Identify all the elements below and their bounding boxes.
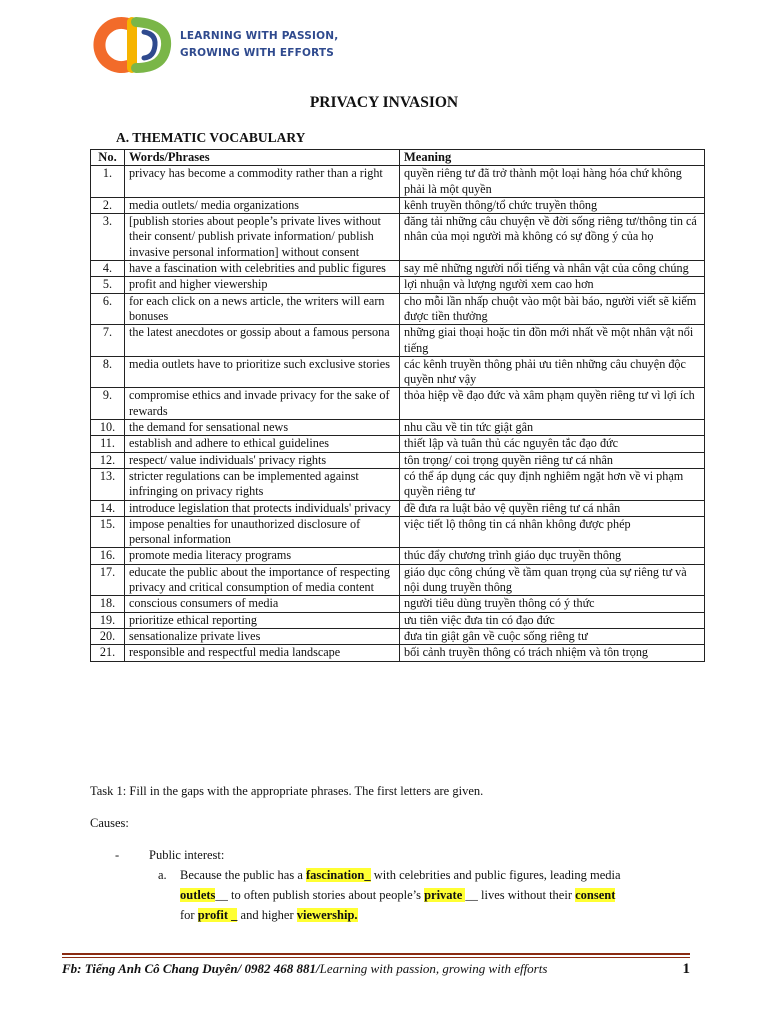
table-row [91, 277, 705, 293]
cell-meaning: những giai thoại hoặc tin đồn mới nhất về một nhân vật nổi tiếng [400, 325, 705, 357]
cell-words: [publish stories about people’s private lives without their consent/ publish private information/ publish invasive personal information] without consent [125, 214, 400, 261]
cell-words: educate the public about the importance of respecting privacy and critical consumption of media content [125, 564, 400, 596]
answer-outlets: outlets [180, 888, 216, 902]
cell-no: 9. [91, 388, 125, 420]
item-letter: a. [158, 868, 167, 882]
cell-no: 17. [91, 564, 125, 596]
cell-meaning: tôn trọng/ coi trọng quyền riêng tư cá nhân [400, 452, 705, 468]
table-row [91, 596, 705, 612]
answer-fascination: fascination_ [306, 868, 371, 882]
table-row [91, 325, 705, 357]
cell-meaning: thỏa hiệp về đạo đức và xâm phạm quyền riêng tư vì lợi ích [400, 388, 705, 420]
cell-no: 12. [91, 452, 125, 468]
footer-rule-thick [62, 953, 690, 955]
cell-words: the latest anecdotes or gossip about a famous persona [125, 325, 400, 357]
cell-words: establish and adhere to ethical guidelines [125, 436, 400, 452]
cell-words: promote media literacy programs [125, 548, 400, 564]
exercise-sentence [180, 865, 698, 925]
cell-meaning: thiết lập và tuân thủ các nguyên tắc đạo đức [400, 436, 705, 452]
causes-label: Causes: [90, 816, 129, 830]
sentence-text: __ lives without their [465, 888, 576, 902]
cell-meaning: thúc đẩy chương trình giáo dục truyền thông [400, 548, 705, 564]
table-row [91, 564, 705, 596]
page-title: PRIVACY INVASION [309, 94, 459, 111]
answer-viewership: viewership. [296, 908, 358, 922]
sentence-text: for [180, 908, 198, 922]
sentence-text: and higher [237, 908, 297, 922]
cell-words: profit and higher viewership [125, 277, 400, 293]
table-row [91, 214, 705, 261]
section-title: A. THEMATIC VOCABULARY [116, 130, 306, 145]
cell-meaning: đề đưa ra luật bảo vệ quyền riêng tư cá nhân [400, 500, 705, 516]
table-row [91, 356, 705, 388]
cell-words: privacy has become a commodity rather than a right [125, 166, 400, 198]
cell-no: 1. [91, 166, 125, 198]
cell-words: responsible and respectful media landscape [125, 645, 400, 661]
cell-words: prioritize ethical reporting [125, 612, 400, 628]
table-row [91, 468, 705, 500]
table-row [91, 452, 705, 468]
cell-meaning: giáo dục công chúng về tầm quan trọng của sự riêng tư và nội dung truyền thông [400, 564, 705, 596]
cell-no: 16. [91, 548, 125, 564]
cell-no: 6. [91, 293, 125, 325]
vocabulary-table [90, 149, 705, 662]
cell-meaning: đăng tải những câu chuyện về đời sống riêng tư/thông tin cá nhân của mọi người mà không có sự đồng ý của họ [400, 214, 705, 261]
cell-words: media outlets/ media organizations [125, 197, 400, 213]
sentence-text: with celebrities and public figures, leading media [370, 868, 621, 882]
cell-meaning: nhu cầu về tin tức giật gân [400, 420, 705, 436]
footer-rule-thin [62, 957, 690, 958]
table-row [91, 166, 705, 198]
cell-no: 18. [91, 596, 125, 612]
exercise-paragraph [158, 865, 698, 925]
answer-profit: profit _ [197, 908, 238, 922]
cell-meaning: kênh truyền thông/tổ chức truyền thông [400, 197, 705, 213]
cell-no: 3. [91, 214, 125, 261]
bullet-public-interest [115, 848, 224, 863]
cell-words: compromise ethics and invade privacy for the sake of rewards [125, 388, 400, 420]
table-row [91, 516, 705, 548]
table-row [91, 628, 705, 644]
cell-no: 2. [91, 197, 125, 213]
cell-meaning: quyền riêng tư đã trở thành một loại hàng hóa chứ không phải là một quyền [400, 166, 705, 198]
header-no: No. [91, 150, 125, 166]
cell-no: 14. [91, 500, 125, 516]
table-row [91, 436, 705, 452]
cd-logo-icon [92, 10, 172, 80]
cell-words: stricter regulations can be implemented against infringing on privacy rights [125, 468, 400, 500]
table-row [91, 293, 705, 325]
cell-words: impose penalties for unauthorized disclosure of personal information [125, 516, 400, 548]
cell-meaning: người tiêu dùng truyền thông có ý thức [400, 596, 705, 612]
bullet-text: Public interest: [149, 848, 225, 862]
cell-words: media outlets have to prioritize such exclusive stories [125, 356, 400, 388]
table-row [91, 612, 705, 628]
sentence-text: __ to often publish stories about people’s [215, 888, 425, 902]
table-body [91, 166, 705, 661]
table-row [91, 197, 705, 213]
table-row [91, 388, 705, 420]
slogan [180, 28, 338, 62]
cell-no: 19. [91, 612, 125, 628]
header-meaning: Meaning [400, 150, 705, 166]
cell-no: 21. [91, 645, 125, 661]
cell-no: 20. [91, 628, 125, 644]
cell-no: 13. [91, 468, 125, 500]
cell-meaning: các kênh truyền thông phải ưu tiên những câu chuyện độc quyền như vậy [400, 356, 705, 388]
cell-words: respect/ value individuals' privacy rights [125, 452, 400, 468]
answer-private: private [424, 888, 466, 902]
cell-meaning: ưu tiên việc đưa tin có đạo đức [400, 612, 705, 628]
footer-slogan: Learning with passion, growing with efforts [319, 961, 548, 976]
table-row [91, 645, 705, 661]
cell-no: 8. [91, 356, 125, 388]
table-row [91, 548, 705, 564]
cell-words: for each click on a news article, the writers will earn bonuses [125, 293, 400, 325]
footer-contact: Fb: Tiếng Anh Cô Chang Duyên/ 0982 468 881/ [62, 961, 320, 976]
page-number: 1 [682, 961, 690, 977]
cell-no: 10. [91, 420, 125, 436]
cell-meaning: lợi nhuận và lượng người xem cao hơn [400, 277, 705, 293]
table-header-row [91, 150, 705, 166]
sentence-text: Because the public has a [180, 868, 306, 882]
header-words: Words/Phrases [125, 150, 400, 166]
table-row [91, 261, 705, 277]
cell-meaning: đưa tin giật gân về cuộc sống riêng tư [400, 628, 705, 644]
cell-meaning: việc tiết lộ thông tin cá nhân không được phép [400, 516, 705, 548]
table-row [91, 500, 705, 516]
cell-words: sensationalize private lives [125, 628, 400, 644]
cell-meaning: say mê những người nổi tiếng và nhân vật của công chúng [400, 261, 705, 277]
cell-no: 15. [91, 516, 125, 548]
slogan-line-2: GROWING WITH EFFORTS [180, 47, 335, 59]
cell-no: 4. [91, 261, 125, 277]
cell-words: introduce legislation that protects individuals' privacy [125, 500, 400, 516]
cell-words: have a fascination with celebrities and public figures [125, 261, 400, 277]
table-row [91, 420, 705, 436]
task-instruction: Task 1: Fill in the gaps with the appropriate phrases. The first letters are given. [90, 784, 484, 798]
cell-words: conscious consumers of media [125, 596, 400, 612]
cell-no: 5. [91, 277, 125, 293]
cell-meaning: cho mỗi lần nhấp chuột vào một bài báo, người viết sẽ kiếm được tiền thưởng [400, 293, 705, 325]
page-footer [62, 961, 690, 977]
answer-consent: consent [575, 888, 616, 902]
slogan-line-1: LEARNING WITH PASSION, [180, 30, 339, 42]
cell-no: 11. [91, 436, 125, 452]
bullet-dash: - [115, 848, 120, 862]
cell-no: 7. [91, 325, 125, 357]
cell-meaning: có thể áp dụng các quy định nghiêm ngặt hơn về vi phạm quyền riêng tư [400, 468, 705, 500]
cell-words: the demand for sensational news [125, 420, 400, 436]
cell-meaning: bối cảnh truyền thông có trách nhiệm và tôn trọng [400, 645, 705, 661]
